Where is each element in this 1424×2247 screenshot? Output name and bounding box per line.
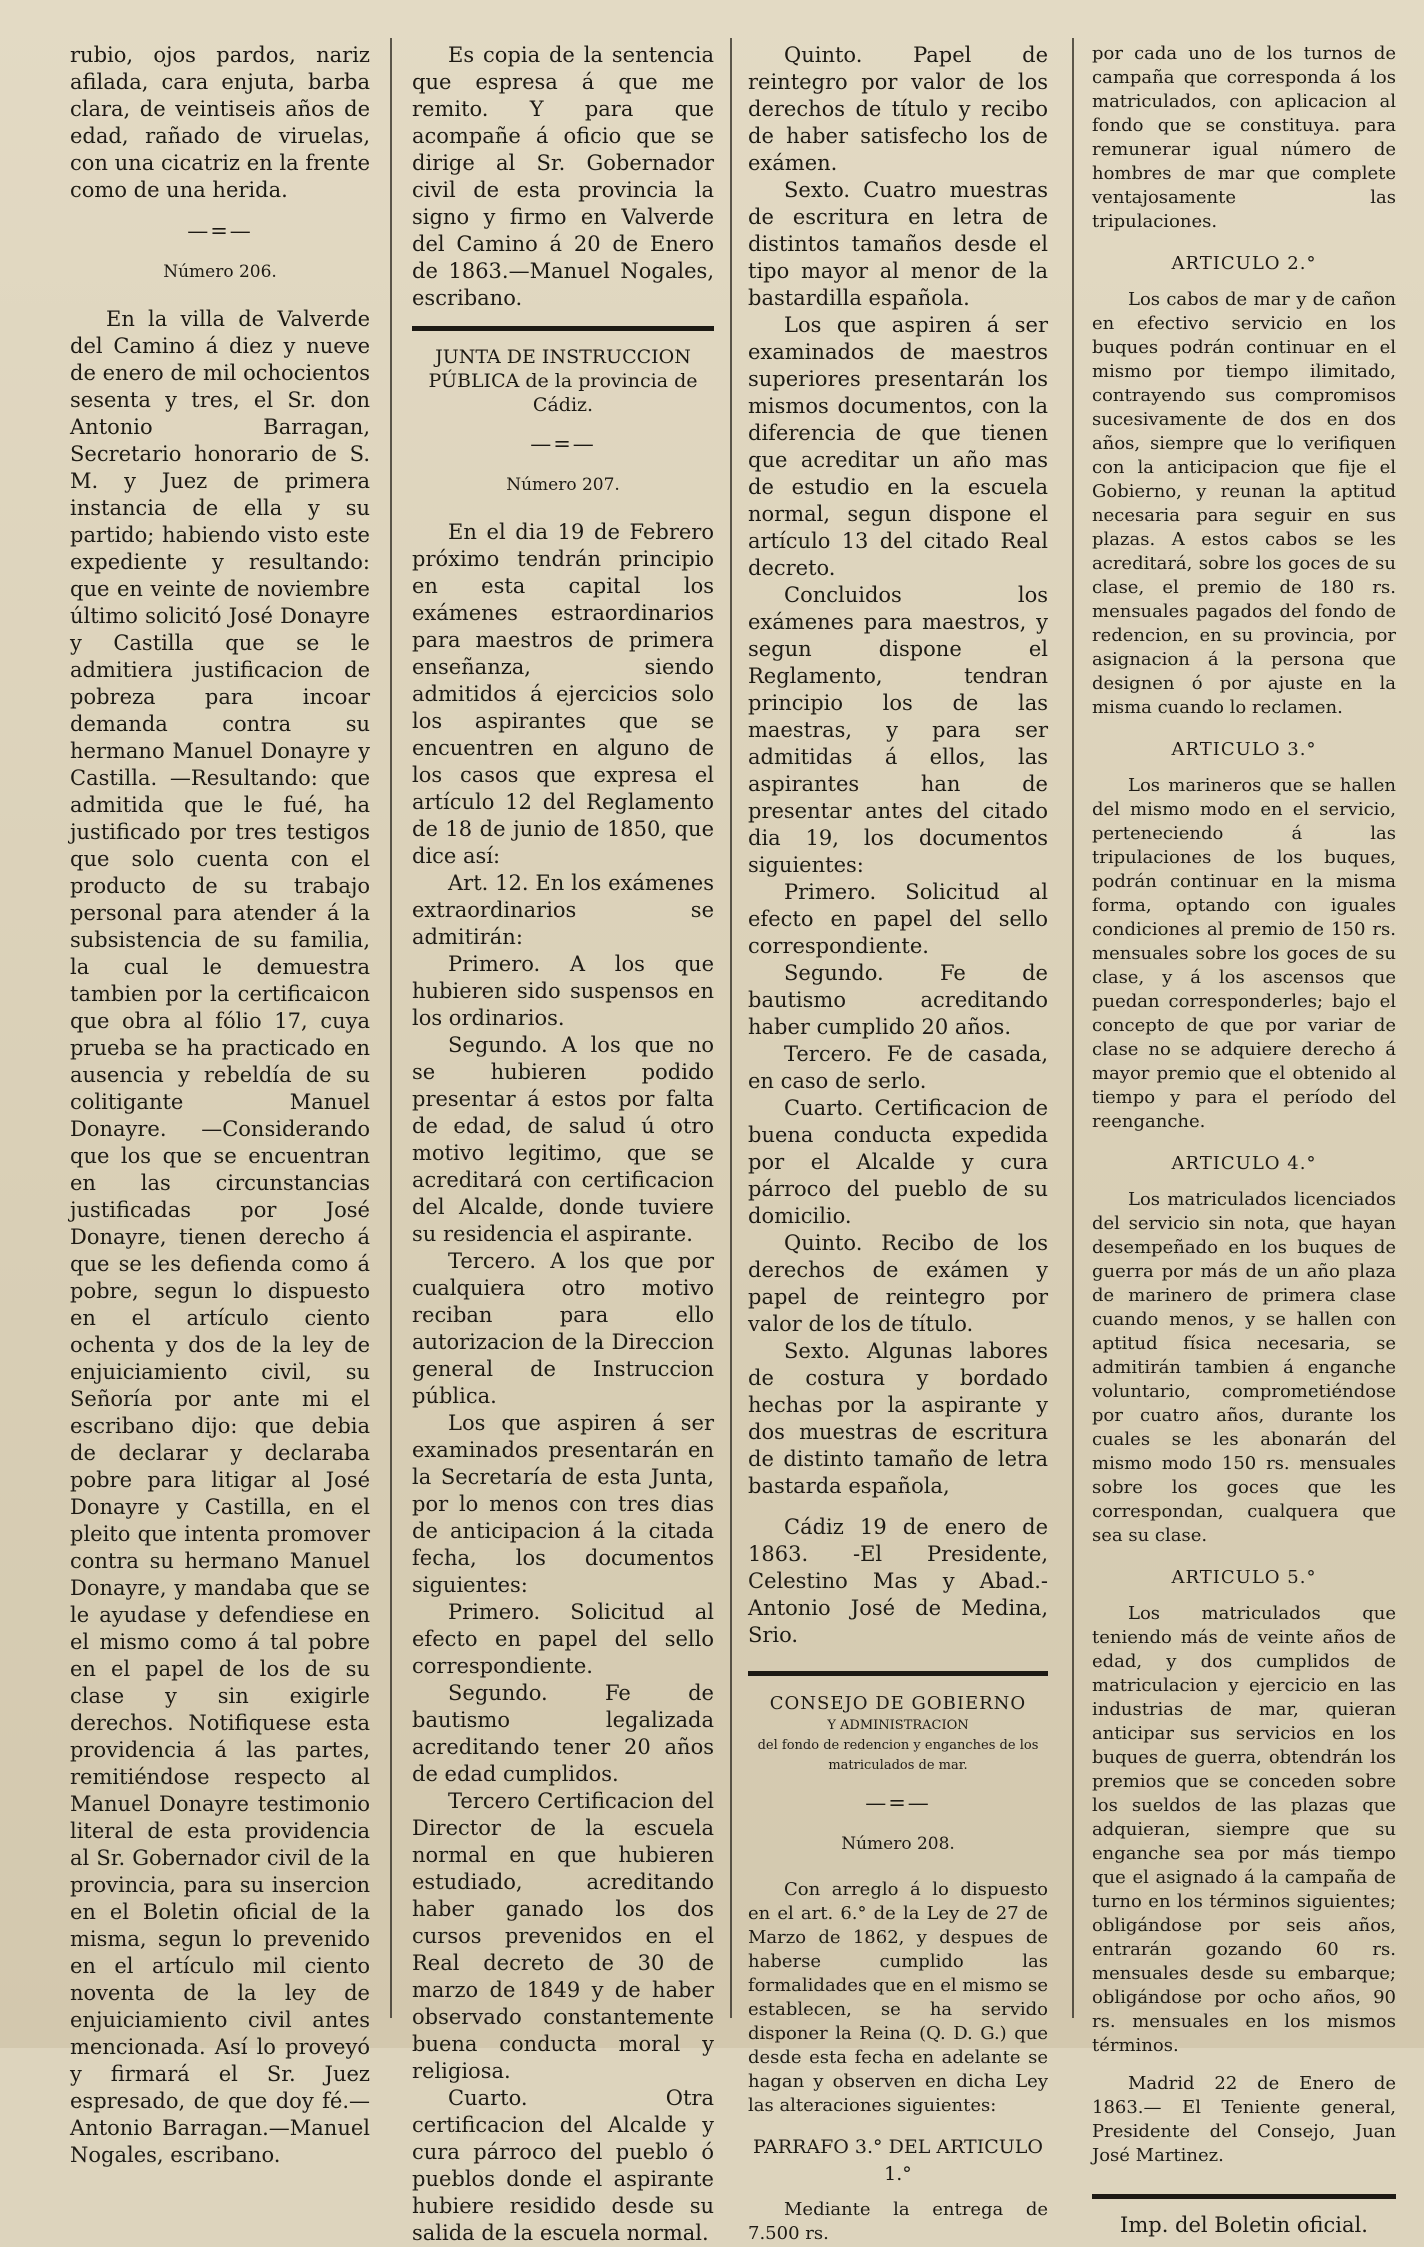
article-heading: ARTICULO 4.° — [1171, 1153, 1317, 1174]
section-subtitle: Y ADMINISTRACION — [827, 1718, 969, 1733]
signature: Madrid 22 de Enero de 1863.— El Teniente general, Presidente del Consejo, Juan José Martinez. — [1092, 2073, 1396, 2166]
paragraph: Es copia de la sentencia que espresa á que me remito. Y para que acompañe á oficio que se dirige al Sr. Gobernador civil de esta provincia la signo y firmo en Valverde del Camino á 20 de Enero de 1863.—Manuel Nogales, escribano. — [412, 43, 714, 310]
section-rule — [412, 326, 714, 331]
signature: Cádiz 19 de enero de 1863. -El Presidente, Celestino Mas y Abad.-Antonio José de Medina, Srio. — [748, 1515, 1048, 1647]
column-rule — [390, 38, 392, 2018]
paragraph: Tercero Certificacion del Director de la escuela normal en que hubieren estudiado, acreditando haber ganado los dos cursos prevenidos en el Real decreto de 30 de marzo de 1849 y de haber observado constantemente buena conducta moral y religiosa. — [412, 1789, 714, 2083]
article-heading: ARTICULO 5.° — [1171, 1567, 1317, 1588]
column-4 — [1092, 42, 1396, 2237]
paragraph: Los matriculados licenciados del servicio sin nota, que hayan desempeñado en los buques de guerra por más de un año plaza de marinero de primera clase cuando menos, y se hallen con aptitud física necesaria, se admitirán tambien á enganche voluntario, comprometiéndose por cuatro años, durante los cuales se les abonarán del mismo modo 150 rs. mensuales sobre los goces que les correspondan, cualquera que sea su clase. — [1092, 1189, 1396, 1546]
paragraph-heading: PARRAFO 3.° DEL ARTICULO 1.° — [753, 2136, 1043, 2185]
column-2 — [412, 42, 714, 2245]
paragraph: Primero. Solicitud al efecto en papel del sello correspondiente. — [748, 880, 1048, 958]
paragraph: Cuarto. Otra certificacion del Alcalde y cura párroco del pueblo ó pueblos donde el aspirante hubiere residido desde su salida de la escuela normal. — [412, 2086, 714, 2245]
paragraph: Primero. Solicitud al efecto en papel del sello correspondiente. — [412, 1600, 714, 1678]
section-rule — [748, 1671, 1048, 1676]
article-heading: ARTICULO 2.° — [1171, 253, 1317, 274]
paragraph: En la villa de Valverde del Camino á diez y nueve de enero de mil ochocientos sesenta y tres, el Sr. don Antonio Barragan, Secretario honorario de S. M. y Juez de primera instancia de ella y su partido; habiendo visto este expediente y resultando: que en veinte de noviembre último solicitó José Donayre y Castilla que se le admitiera justificacion de pobreza para incoar demanda contra su hermano Manuel Donayre y Castilla. —Resultando: que admitida que le fué, ha justificado por tres testigos que solo cuenta con el producto de su trabajo personal para atender á la subsistencia de su familia, la cual le demuestra tambien por la certificaicon que obra al fólio 17, cuya prueba se ha practicado en ausencia y rebeldía de su colitigante Manuel Donayre. —Considerando que los que se encuentran en las circunstancias justificadas por José Donayre, tienen derecho á que se les defienda como á pobre, segun lo dispuesto en el artículo ciento ochenta y dos de la ley de enjuiciamiento civil, su Señoría por ante mi el escribano dijo: que debia de declarar y declaraba pobre para litigar al José Donayre y Castilla, en el pleito que intenta promover contra su hermano Manuel Donayre, y mandaba que se le ayudase y defendiese en el mismo como á tal pobre en el papel de los de su clase y sin exigirle derechos. Notifiquese esta providencia á las partes, remitiéndose respecto al Manuel Donayre testimonio literal de esta providencia al Sr. Gobernador civil de la provincia, para su insercion en el Boletin oficial de la misma, segun lo prevenido en el artículo mil ciento noventa de la ley de enjuiciamiento civil antes mencionada. Así lo proveyó y firmará el Sr. Juez espresado, de que doy fé.—Antonio Barragan.—Manuel Nogales, escribano. — [70, 307, 370, 2167]
paragraph: Tercero. A los que por cualquiera otro motivo reciban para ello autorizacion de la Direccion general de Instruccion pública. — [412, 1249, 714, 1408]
paragraph: En el dia 19 de Febrero próximo tendrán principio en esta capital los exámenes estraordinarios para maestros de primera enseñanza, siendo admitidos á ejercicios solo los aspirantes que se encuentren en alguno de los casos que expresa el artículo 12 del Reglamento de 18 de junio de 1850, que dice así: — [412, 520, 714, 868]
paragraph: por cada uno de los turnos de campaña que corresponda á los matriculados, con aplicacion al fondo que se constituya. para remunerar igual número de hombres de mar que complete ventajosamente las tripulaciones. — [1092, 43, 1396, 232]
paragraph: Quinto. Papel de reintegro por valor de los derechos de título y recibo de haber satisfecho los de exámen. — [748, 43, 1048, 175]
paragraph: Los cabos de mar y de cañon en efectivo servicio en los buques podrán continuar en el mismo por tiempo ilimitado, contrayendo sus compromisos sucesivamente de dos en dos años, siempre que lo verifiquen con la anticipacion que fije el Gobierno, y reunan la aptitud necesaria para seguir en sus plazas. A estos cabos se les acreditará, sobre los goces de su clase, el premio de 180 rs. mensuales pagados del fondo de redencion, en su provincia, por asignacion á la persona que designen ó por ajuste en la misma cuando lo reclamen. — [1092, 289, 1396, 718]
paragraph: Mediante la entrega de 7.500 rs. — [748, 2199, 1048, 2244]
paragraph: Segundo. A los que no se hubieren podido presentar á estos por falta de edad, de salud ú otro motivo legitimo, que se acreditará con certificacion del Alcalde, donde tuviere su residencia el aspirante. — [412, 1033, 714, 1246]
paragraph: rubio, ojos pardos, nariz afilada, cara enjuta, barba clara, de veintiseis años de edad, rañado de viruelas, con una cicatriz en la frente como de una herida. — [70, 43, 370, 202]
section-rule — [1092, 2194, 1396, 2199]
paragraph: Con arreglo á lo dispuesto en el art. 6.° de la Ley de 27 de Marzo de 1862, y despues de haberse cumplido las formalidades que en el mismo se establecen, se ha servido disponer la Reina (Q. D. G.) que desde esta fecha en adelante se hagan y observen en dicha Ley las alteraciones siguientes: — [748, 1879, 1048, 2116]
paragraph: Tercero. Fe de casada, en caso de serlo. — [748, 1042, 1048, 1093]
separator: —=— — [530, 432, 596, 456]
article-heading: ARTICULO 3.° — [1171, 739, 1317, 760]
paragraph: Segundo. Fe de bautismo legalizada acreditando tener 20 años de edad cumplidos. — [412, 1681, 714, 1786]
notice-number: Número 207. — [506, 475, 620, 495]
separator: —=— — [187, 219, 253, 243]
paragraph: Primero. A los que hubieren sido suspensos en los ordinarios. — [412, 952, 714, 1030]
notice-number: Número 206. — [163, 262, 277, 282]
column-rule — [1072, 38, 1074, 2018]
printer-line: Imp. del Boletin oficial. — [1120, 2213, 1368, 2237]
separator: —=— — [865, 1791, 931, 1815]
paragraph: Segundo. Fe de bautismo acreditando haber cumplido 20 años. — [748, 961, 1048, 1039]
paragraph: Los marineros que se hallen del mismo modo en el servicio, perteneciendo á las tripulaciones de los buques, podrán continuar en la misma forma, optando con iguales condiciones al premio de 150 rs. mensuales sobre los goces de su clase, y á los ascensos que puedan corresponderles; bajo el concepto de que por variar de clase no se adquiere derecho á mayor premio que el obtenido al tiempo y para el período del reenganche. — [1092, 775, 1396, 1132]
notice-number: Número 208. — [841, 1834, 955, 1854]
column-rule — [730, 38, 732, 2018]
paragraph: Concluidos los exámenes para maestros, y segun dispone el Reglamento, tendran principio los de las maestras, y para ser admitidas á ellos, las aspirantes han de presentar antes del citado dia 19, los documentos siguientes: — [748, 583, 1048, 877]
paragraph: Sexto. Cuatro muestras de escritura en letra de distintos tamaños desde el tipo mayor al menor de la bastardilla española. — [748, 178, 1048, 310]
paragraph: Cuarto. Certificacion de buena conducta expedida por el Alcalde y cura párroco del pueblo de su domicilio. — [748, 1096, 1048, 1228]
paragraph: Los matriculados que teniendo más de veinte años de edad, y dos cumplidos de matriculacion y ejercicio en las industrias de mar, quieran anticipar sus servicios en los buques de guerra, obtendrán los premios que se conceden sobre los sueldos de las plazas que adquieran, siempre que su enganche sea por más tiempo que el asignado á la campaña de turno en los términos siguientes; obligándose por seis años, entrarán gozando 60 rs. mensuales desde su embarque; obligándose por ocho años, 90 rs. mensuales en los mismos términos. — [1092, 1603, 1396, 2056]
paragraph: Los que aspiren á ser examinados de maestros superiores presentarán los mismos documentos, con la diferencia de que tienen que acreditar un año mas de estudio en la escuela normal, segun dispone el artículo 13 del citado Real decreto. — [748, 313, 1048, 580]
section-subtitle: del fondo de redencion y enganches de los matriculados de mar. — [757, 1738, 1039, 1773]
paragraph: Sexto. Algunas labores de costura y bordado hechas por la aspirante y dos muestras de escritura de distinto tamaño de letra bastarda española, — [748, 1339, 1048, 1498]
paragraph: Art. 12. En los exámenes extraordinarios se admitirán: — [412, 871, 714, 949]
paragraph: Quinto. Recibo de los derechos de exámen y papel de reintegro por valor de los de título. — [748, 1231, 1048, 1336]
section-title: JUNTA DE INSTRUCCION PÚBLICA de la provincia de Cádiz. — [428, 346, 698, 416]
column-3 — [748, 42, 1048, 2244]
section-title: CONSEJO DE GOBIERNO — [769, 1693, 1027, 1714]
paragraph: Los que aspiren á ser examinados presentarán en la Secretaría de esta Junta, por lo menos con tres dias de anticipacion á la citada fecha, los documentos siguientes: — [412, 1411, 714, 1597]
column-1 — [70, 42, 370, 2167]
